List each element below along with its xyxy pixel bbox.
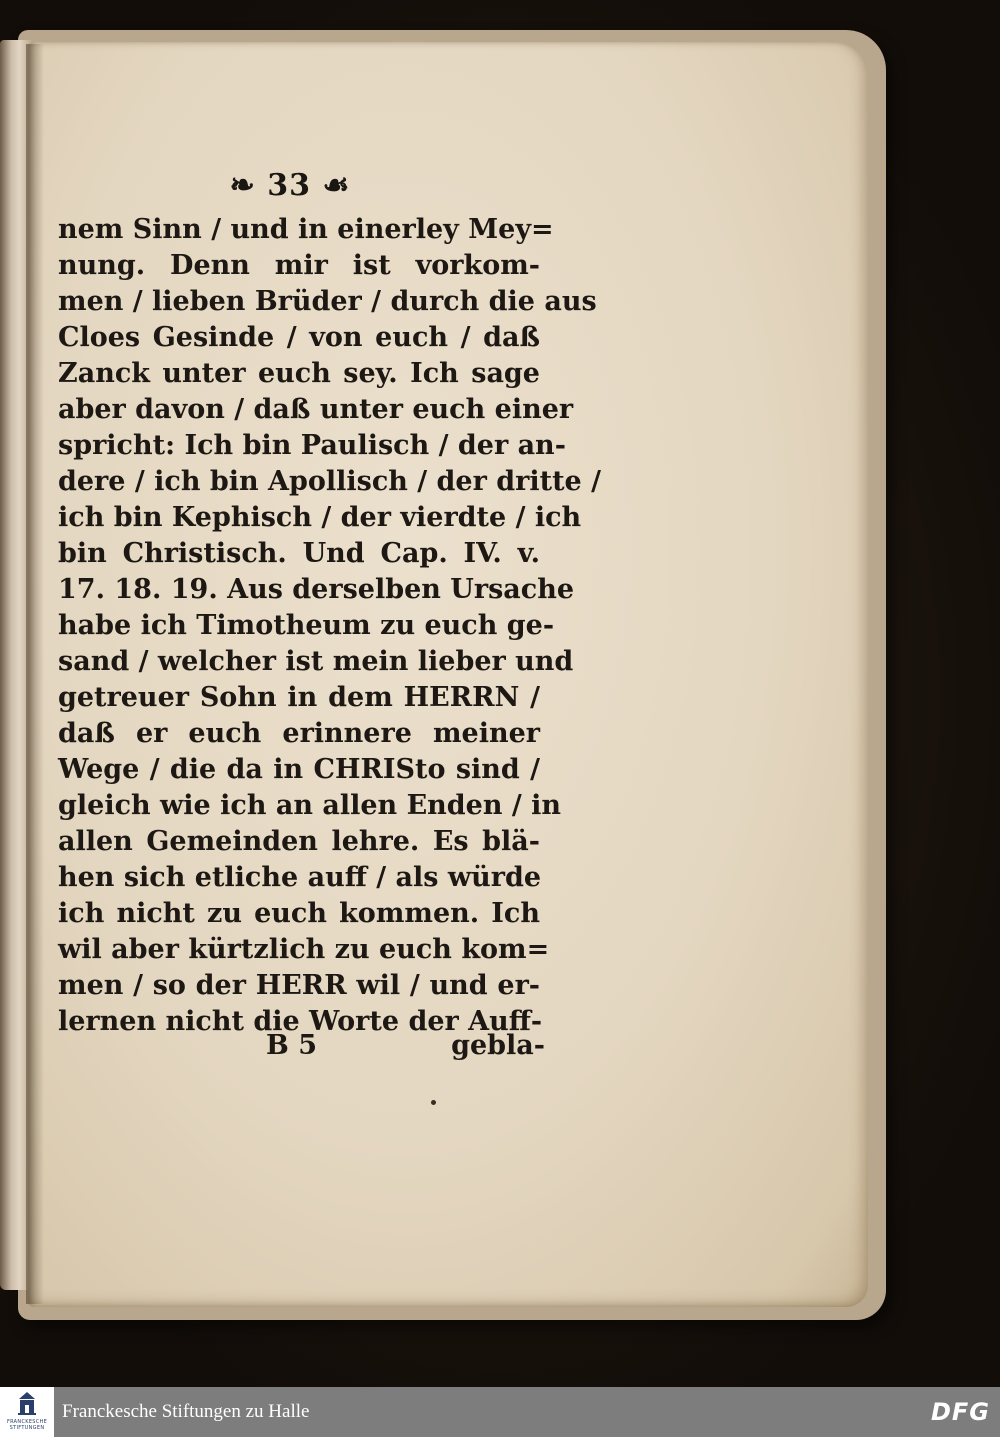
text-line: hen sich etliche auff / als würde bbox=[58, 862, 542, 893]
text-line: gleich wie ich an allen Enden / in bbox=[58, 790, 562, 821]
text-line: 17. 18. 19. Aus derselben Ursache bbox=[58, 574, 575, 605]
text-line: sand / welcher ist mein lieber und bbox=[58, 646, 574, 677]
signature-mark: B 5 bbox=[266, 1030, 318, 1061]
text-line: ich bin Kephisch / der vierdte / ich bbox=[58, 502, 582, 533]
dfg-logo[interactable]: DFG bbox=[930, 1398, 990, 1426]
text-line: dere / ich bin Apollisch / der dritte / bbox=[58, 466, 601, 497]
building-icon bbox=[17, 1391, 37, 1417]
text-line: bin Christisch. Und Cap. IV. v. bbox=[58, 538, 540, 569]
text-line: daß er euch erinnere meiner bbox=[58, 718, 540, 749]
text-line: nung. Denn mir ist vorkom- bbox=[58, 250, 540, 281]
page-number: 33 bbox=[267, 168, 311, 203]
text-line: getreuer Sohn in dem HERRN / bbox=[58, 682, 540, 713]
logo-text bbox=[2, 1419, 52, 1431]
gutter-shadow bbox=[26, 44, 44, 1304]
text-line: ich nicht zu euch kommen. Ich bbox=[58, 898, 540, 929]
institution-logo[interactable] bbox=[0, 1387, 54, 1437]
text-line: lernen nicht die Worte der Auff- bbox=[58, 1006, 543, 1037]
text-line: nem Sinn / und in einerley Mey= bbox=[58, 214, 554, 245]
text-line: Zanck unter euch sey. Ich sage bbox=[58, 358, 540, 389]
text-line: spricht: Ich bin Paulisch / der an- bbox=[58, 430, 566, 461]
catchword: gebla- bbox=[451, 1030, 545, 1061]
logo-text-line: FRANCKESCHE bbox=[6, 1419, 48, 1425]
page-header bbox=[205, 168, 375, 212]
ink-speck bbox=[431, 1100, 436, 1105]
footer-bar bbox=[0, 1387, 1000, 1437]
text-line: men / lieben Brüder / durch die aus bbox=[58, 286, 597, 317]
text-line: Wege / die da in CHRISto sind / bbox=[58, 754, 540, 785]
header-ornament-right: ☙ bbox=[322, 168, 351, 203]
text-line: Cloes Gesinde / von euch / daß bbox=[58, 322, 540, 353]
text-line: allen Gemeinden lehre. Es blä- bbox=[58, 826, 540, 857]
text-line: aber davon / daß unter euch einer bbox=[58, 394, 574, 425]
logo-text-line: STIFTUNGEN bbox=[9, 1425, 45, 1431]
text-line: wil aber kürtzlich zu euch kom= bbox=[58, 934, 550, 965]
text-line: habe ich Timotheum zu euch ge- bbox=[58, 610, 555, 641]
text-line: men / so der HERR wil / und er- bbox=[58, 970, 540, 1001]
institution-name: Franckesche Stiftungen zu Halle bbox=[62, 1401, 310, 1422]
header-ornament-left: ❧ bbox=[229, 168, 256, 203]
